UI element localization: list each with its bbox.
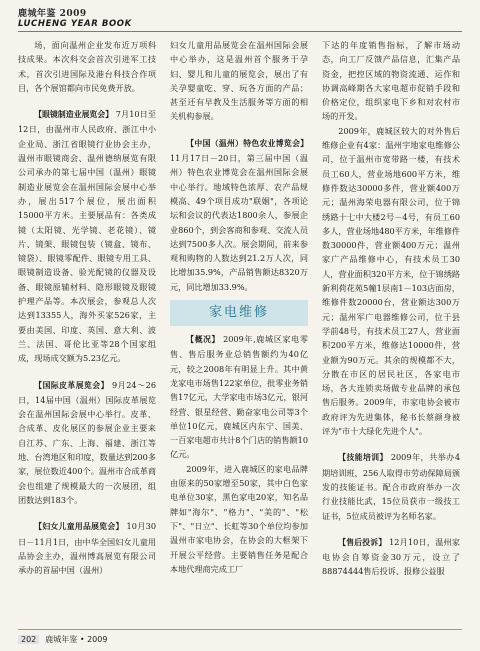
page-number: 202 bbox=[18, 635, 39, 644]
header-divider bbox=[18, 31, 462, 32]
section-heading-appliance-repair: 家电维修 bbox=[170, 300, 308, 326]
article-leather-fair bbox=[18, 378, 156, 508]
section-body: 7月10日至12日，由温州市人民政府、浙江中小企业局、浙江省眼镜行业协会主办，温州市眼镜商会、温州德纳展览有限公司承办的第七届中国（温州）眼镜制造业展览会在温州国际会展中心举办，展出517个展位，展出面积15000平方米。主要展品有：各类成镜（太阳镜、光学镜、老花镜）、镜片、镜架、眼镜包装（镜盒、镜布、镜袋）、眼镜零配件、眼镜专用工具、眼镜制造设备、验光配镜的仪器及设备、眼镜原辅材料、隐形眼镜及眼镜护理产品等。本次展会，参观总人次达到13355人，海外买家526家，主要由美国、印度、英国、意大利、波兰、法国、哥伦比亚等28个国家组成，现场成交额为5.23亿元。 bbox=[18, 109, 156, 364]
header-title: 鹿城年鉴 2009 bbox=[18, 9, 87, 19]
column-right bbox=[322, 38, 460, 622]
repair-companies-paragraph: 2009年，鹿城区较大的对外售后维修企业有4家：温州宇地家电维修公司，位于温州市宽带路一楼，有技术员工60人，营业场地600平方米，维修件数达30000多件，营业额400万元；温州海荣电器有限公司，位于锦绣路十七中大楼2号－4号，有员工60多人，营业场地480平方米，年维修件数30000件，营业额400万元；温州家广产品维修中心，有技术员工30人，营业面积320平方米，位于锦绣路新利荷花苑5幢1层南1－103店面房，维修件数20000台，营业额达300万元；温州军广电器维修公司，位于县学前48号，有技术员工27人，营业面积200平方米，维修达10000件，营业额为90万元。其余的规模都不大，分散在市区的居民社区，各家电市场，各大连锁卖场做专业品牌的承包售后服务。2009年，市家电协会被市政府评为先进集体，秘书长蔡颜身被评为"市十大绿化先进个人"。 bbox=[322, 125, 460, 437]
section-title: 【国际皮革展览会】 bbox=[34, 380, 109, 390]
column-left bbox=[18, 38, 156, 622]
article-after-sales-complaints bbox=[322, 535, 460, 579]
section-title: 【技能培训】 bbox=[338, 453, 388, 463]
section-body: 9月24～26日，14届中国（温州）国际皮革展览会在温州国际会展中心举行。皮革、合成革、皮化展区的参展企业主要来自江苏、广东、上海、福建、浙江等地、台湾地区和印度，数量达到200多家，展位数近400个。温州市合成革商会也组建了规模最大的一次展团，组团数达到183个。 bbox=[18, 379, 156, 505]
header-subtitle: LUCHENG YEAR BOOK bbox=[18, 19, 132, 29]
article-overview bbox=[170, 332, 308, 462]
section-body: 2009年,鹿城区家电零售、售后服务业总销售额约为40亿元，较之2008年有明显上升。其中黄龙家电市场售122家单位，批零业务销售17亿元，大学家电市场3亿元，银河经营、银星经营、勤奋家电公司等3个单位10亿元，鹿城区内东宁、国美、一百家电超市共计8个门店的销售额10亿元。 bbox=[170, 334, 308, 460]
section-title: 【中国（温州）特色农业博览会】 bbox=[186, 138, 308, 148]
section-title: 【妇女儿童用品展览会】 bbox=[34, 522, 124, 532]
footer-text: 鹿城年鉴 • 2009 bbox=[45, 635, 108, 644]
section-body: 12月10日，温州家电协会自筹资金30万元，设立了88874444售后投诉、报修公益服 bbox=[322, 536, 460, 577]
article-skills-training bbox=[322, 450, 460, 522]
section-title: 【眼镜制造业展览会】 bbox=[34, 110, 114, 120]
article-glasses-fair bbox=[18, 107, 156, 365]
section-title: 【概况】 bbox=[186, 335, 220, 345]
page-footer bbox=[18, 634, 107, 645]
section-body: 2009年，共举办4期培训班，256人取得市劳动保障局颁发的技能证书。配合市政府举办一次行业技能比武，15位员获市一级技工证书，5位成员被评为名师名家。 bbox=[322, 452, 460, 521]
continued-paragraph: 下达的年度销售指标，了解市场动态，向工厂反馈产品信息，汇集产品资金，把控区域的物资流通、运作和协调高峰期各大家电超市促销手段和价格定位，组织家电下乡和对农村市场的开发。 bbox=[322, 40, 460, 122]
section-title: 【售后投诉】 bbox=[338, 537, 387, 547]
article-agri-expo bbox=[170, 136, 308, 294]
overview-paragraph-2: 2009年，进入鹿城区的家电品牌由原来的50家增至50家，其中白色家电单位30家，黑色家电20家，知名品牌如"海尔"、"格力"、"美的"、"松下"、"日立"、长虹等30个单位均参加温州市家电协会，在协会的大框架下开展公平经营。主要销售任务是配合本地代理商完成工厂 bbox=[170, 463, 308, 574]
section-body: 11月17日－20日，第三届中国（温州）特色农业博览会在温州国际会展中心举行。地域特色浓厚、农产品规模高、49个项目成功"联姻"，各项论坛和会议的代表达1800余人，参展企业860个，到会客商和参观、交流人员达到7500多人次。展会期间，前来参观和购物的人数达到21.2万人次，同比增加35.9%，产品销售额达8320万元，同比增加33.9%。 bbox=[170, 153, 308, 292]
section-body: 10月30日－11月1日，由中华全国妇女儿童用品协会主办，温州博高展览有限公司承办的首届中国（温州） bbox=[18, 521, 156, 576]
continued-paragraph: 妇女儿童用品展览会在温州国际会展中心举办，这是温州首个服务于孕妇、婴儿和儿童的展览会，展出了有关孕婴童吃、穿、玩各方面的产品；甚至还有早教及生活服务等方面的相关机构参展。 bbox=[170, 40, 308, 122]
column-middle bbox=[170, 38, 308, 622]
intro-paragraph: 场，面向温州企业发布近万项科技成果。本次科交会首次引进军工技术，首次引进国际及港台科技合作项目，各个展馆都向市民免费开放。 bbox=[18, 40, 156, 93]
running-header bbox=[18, 6, 132, 29]
article-women-children-fair bbox=[18, 519, 156, 577]
footer-divider bbox=[18, 629, 462, 630]
